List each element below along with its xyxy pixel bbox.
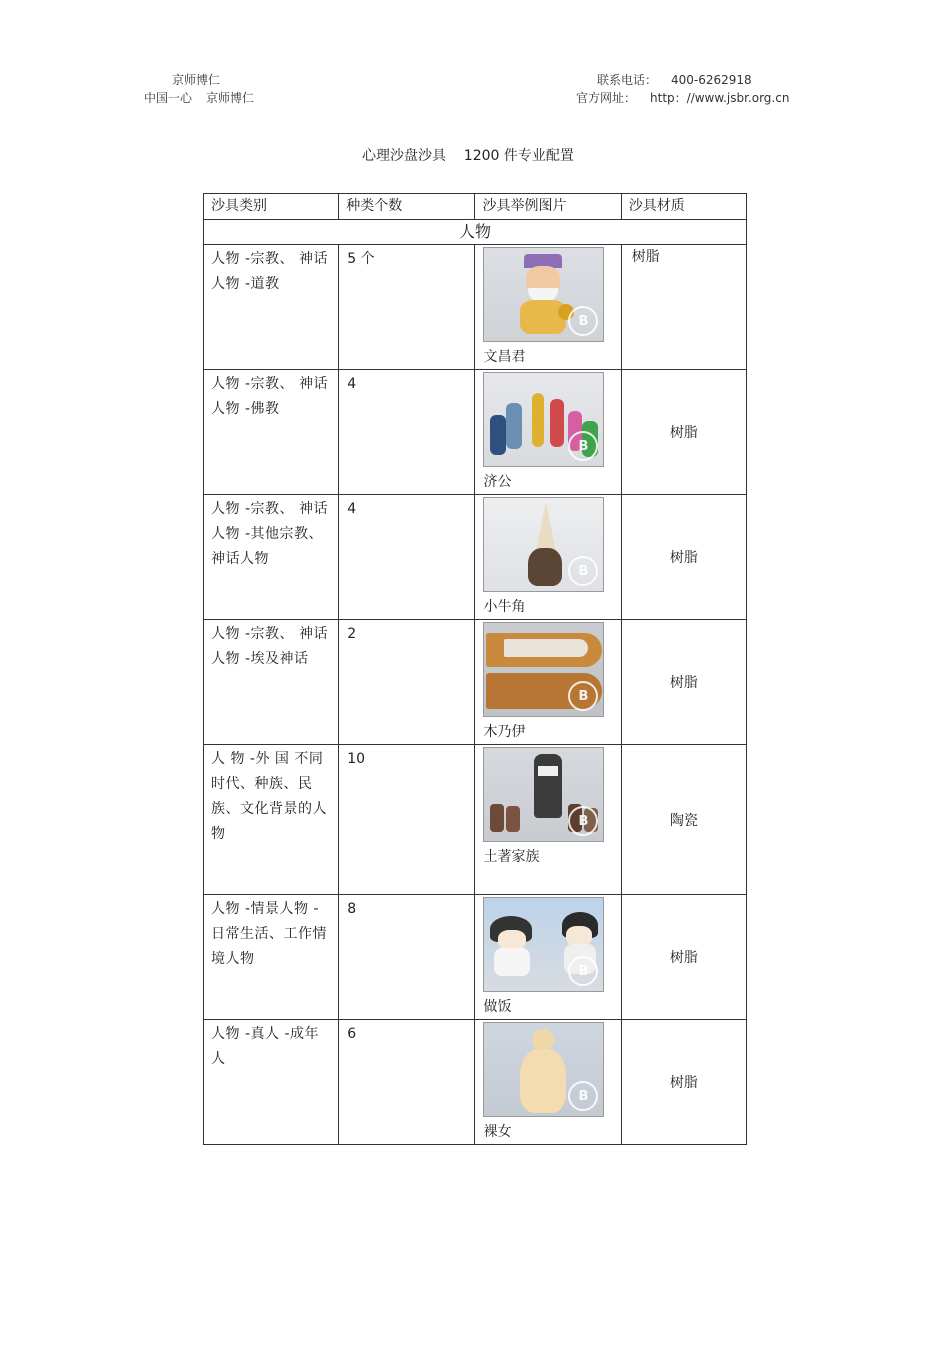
section-title: 人物 (204, 220, 747, 245)
material-cell: 树脂 (621, 620, 746, 745)
count-cell: 4 (339, 370, 475, 495)
watermark-stamp-icon: B (568, 1081, 598, 1111)
image-cell (475, 895, 621, 1020)
category-cell: 人物 -宗教、 神话人物 -埃及神话 (204, 620, 339, 745)
count-cell: 5 个 (339, 245, 475, 370)
watermark-stamp-icon: B (568, 556, 598, 586)
header-phone (597, 72, 752, 88)
category-cell: 人物 -真人 -成年人 (204, 1020, 339, 1145)
material-cell: 树脂 (621, 495, 746, 620)
wenchangjun-figurine-photo (483, 247, 604, 342)
category-cell: 人 物 -外 国 不同时代、种族、民族、文化背景的人物 (204, 745, 339, 895)
image-caption: 小牛角 (483, 599, 526, 615)
image-caption: 做饭 (483, 999, 512, 1015)
material-cell: 树脂 (621, 370, 746, 495)
header-slogan-b: 京师博仁 (206, 91, 255, 105)
column-header-count: 种类个数 (339, 194, 475, 220)
image-cell (475, 495, 621, 620)
table-row (204, 370, 747, 495)
image-cell (475, 745, 621, 895)
watermark-stamp-icon: B (568, 956, 598, 986)
column-header-material: 沙具材质 (621, 194, 746, 220)
header-slogan (144, 90, 254, 106)
table-row (204, 1020, 747, 1145)
site-value[interactable]: http：//www.jsbr.org.cn (650, 91, 790, 105)
count-cell: 4 (339, 495, 475, 620)
header-website (576, 90, 789, 106)
watermark-stamp-icon: B (568, 806, 598, 836)
count-cell: 6 (339, 1020, 475, 1145)
table-row (204, 245, 747, 370)
horn-figurine-photo (483, 497, 604, 592)
count-cell: 10 (339, 745, 475, 895)
header-slogan-a: 中国一心 (144, 91, 193, 105)
material-cell: 树脂 (621, 245, 746, 370)
female-figurine-photo (483, 1022, 604, 1117)
jigong-figurines-photo (483, 372, 604, 467)
image-caption: 木乃伊 (483, 724, 526, 740)
image-cell (475, 1020, 621, 1145)
site-label: 官方网址： (576, 91, 637, 105)
category-cell: 人物 -情景人物 -日常生活、工作情境人物 (204, 895, 339, 1020)
native-family-photo (483, 747, 604, 842)
count-cell: 2 (339, 620, 475, 745)
material-cell: 树脂 (621, 895, 746, 1020)
column-header-image: 沙具举例图片 (475, 194, 621, 220)
section-row (204, 220, 747, 245)
image-caption: 裸女 (483, 1124, 512, 1140)
table-header-row (204, 194, 747, 220)
watermark-stamp-icon: B (568, 681, 598, 711)
header-brand: 京师博仁 (172, 73, 221, 87)
table-row (204, 495, 747, 620)
table-row (204, 620, 747, 745)
watermark-stamp-icon: B (568, 306, 598, 336)
column-header-category: 沙具类别 (204, 194, 339, 220)
category-cell: 人物 -宗教、 神话人物 -道教 (204, 245, 339, 370)
mummy-coffin-photo (483, 622, 604, 717)
image-caption: 土著家族 (483, 849, 540, 865)
cooking-figures-photo (483, 897, 604, 992)
category-cell: 人物 -宗教、 神话人物 -其他宗教、神话人物 (204, 495, 339, 620)
phone-label: 联系电话： (597, 73, 658, 87)
table-row (204, 895, 747, 1020)
watermark-stamp-icon: B (568, 431, 598, 461)
table-row (204, 745, 747, 895)
count-cell: 8 (339, 895, 475, 1020)
document-title: 心理沙盘沙具 1200 件专业配置 (362, 148, 574, 164)
image-cell (475, 245, 621, 370)
image-cell (475, 620, 621, 745)
image-caption: 济公 (483, 474, 512, 490)
phone-value: 400-6262918 (671, 73, 752, 87)
material-cell: 树脂 (621, 1020, 746, 1145)
sandplay-toys-table (203, 193, 747, 1145)
material-cell: 陶瓷 (621, 745, 746, 895)
image-cell (475, 370, 621, 495)
image-caption: 文昌君 (483, 349, 526, 365)
category-cell: 人物 -宗教、 神话人物 -佛教 (204, 370, 339, 495)
